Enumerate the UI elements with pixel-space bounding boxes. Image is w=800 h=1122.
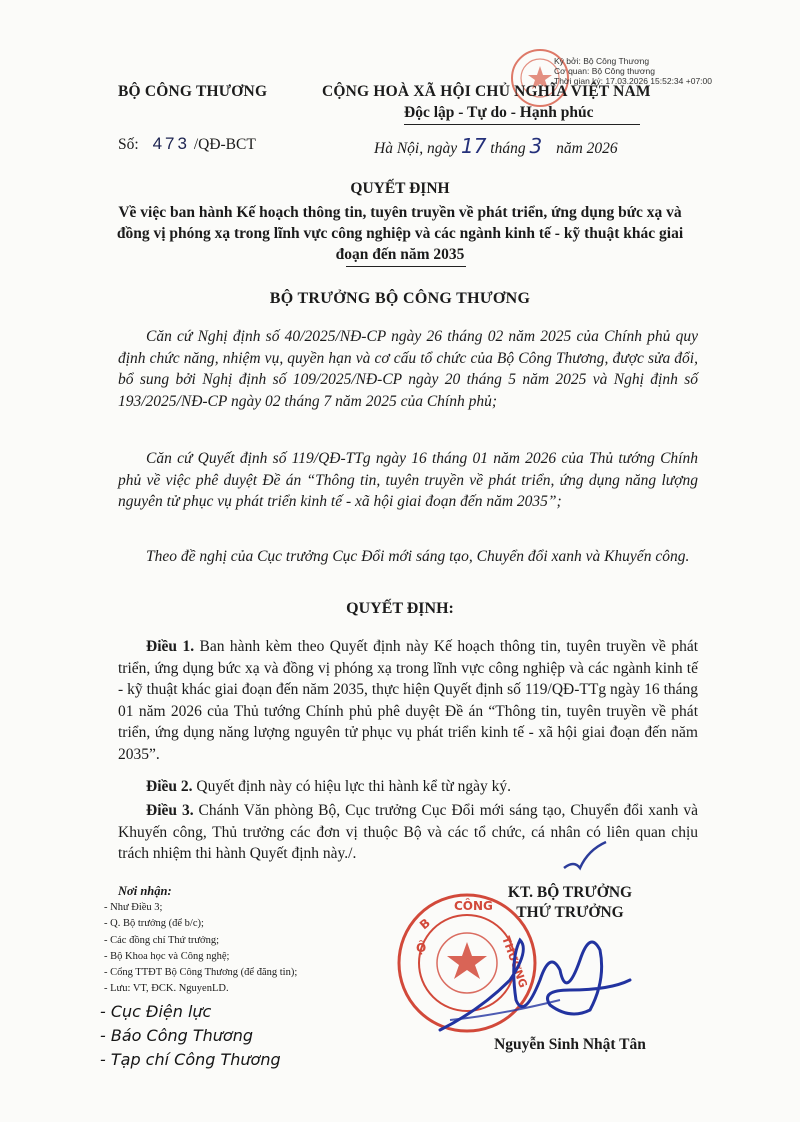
article-1-text: Ban hành kèm theo Quyết định này Kế hoạch thông tin, tuyên truyền về phát triển, ứng dụng bức xạ và đồng vị phóng xạ trong lĩnh vực công nghiệp và các ngành kinh tế - kỹ thuật khác giai đoạn đến năm 2035, thực hiện Quyết định số 119/QĐ-TTg ngày 16 tháng 01 năm 2026 của Thủ tướng Chính phủ phê duyệt Đề án “Thông tin, tuyên truyền về phát triển, ứng dụng năng lượng nguyên tử phục vụ phát triển kinh tế - xã hội giai đoạn đến năm 2035”. [118,638,699,763]
doc-number-prefix: Số: [118,136,139,153]
document-subject: Về việc ban hành Kế hoạch thông tin, tuyên truyền về phát triển, ứng dụng bức xạ và đồng vị phóng xạ trong lĩnh vực công nghiệp và các ngành kinh tế - kỹ thuật khác giai đoạn đến năm 2035 [116,204,684,263]
decision-heading: QUYẾT ĐỊNH: [346,600,454,617]
svg-text:THƯƠNG: THƯƠNG [499,934,530,990]
document-number [118,134,256,154]
preamble-proposal: Theo đề nghị của Cục trưởng Cục Đổi mới sáng tạo, Chuyển đổi xanh và Khuyến công. [146,548,690,565]
article-2 [118,776,698,798]
month-label: tháng [490,140,526,157]
article-2-label: Điều 2. [146,778,193,795]
svg-text:Ộ: Ộ [416,941,427,955]
recipient-item: - Bộ Khoa học và Công nghệ; [104,950,230,962]
place-prefix: Hà Nội, ngày [374,140,458,157]
year-label: năm 2026 [556,140,618,157]
issuer-title: BỘ TRƯỞNG BỘ CÔNG THƯƠNG [269,290,531,307]
doc-number-value: 473 [152,134,190,153]
handwritten-signature-icon [420,920,640,1040]
recipient-item: - Lưu: VT, ĐCK. NguyenLD. [104,983,229,995]
article-3 [118,800,698,865]
document-title: QUYẾT ĐỊNH [350,180,450,197]
article-3-text: Chánh Văn phòng Bộ, Cục trưởng Cục Đổi mới sáng tạo, Chuyển đổi xanh và Khuyến công, Thủ trưởng các đơn vị thuộc Bộ và các tổ chức, cá nhân có liên quan chịu trách nhiệm thi hành Quyết định này./. [118,802,699,862]
recipient-item: - Cổng TTĐT Bộ Công Thương (để đăng tin); [104,967,298,979]
article-1 [118,636,698,765]
digital-signature-signer: Ký bởi: Bộ Công Thương [554,56,650,66]
digital-signature-time: Thời gian ký: 17.03.2026 15:52:34 +07:00 [554,76,712,86]
motto-underline [404,124,640,125]
article-3-label: Điều 3. [146,802,194,819]
recipient-item: - Các đồng chí Thứ trưởng; [104,934,220,946]
agency-name: BỘ CÔNG THƯƠNG [118,83,268,100]
recipients-heading: Nơi nhận: [118,884,172,898]
preamble-decision: Căn cứ Quyết định số 119/QĐ-TTg ngày 16 tháng 01 năm 2026 của Thủ tướng Chính phủ về việc phê duyệt Đề án “Thông tin, tuyên truyền về phát triển, ứng dụng năng lượng nguyên tử phục vụ phát triển kinh tế - xã hội giai đoạn đến năm 2035”; [118,450,698,510]
recipients-list [104,900,297,998]
svg-text:B: B [416,915,433,933]
digital-signature-org: Cơ quan: Bộ Công thương [554,66,655,76]
place-date [374,134,618,158]
preamble-decree: Căn cứ Nghị định số 40/2025/NĐ-CP ngày 26 tháng 02 năm 2025 của Chính phủ quy định chức năng, nhiệm vụ, quyền hạn và cơ cấu tổ chức của Bộ Công Thương, được sửa đổi, bổ sung bởi Nghị định số 109/2025/NĐ-CP ngày 20 tháng 5 năm 2025 và Nghị định số 193/2025/NĐ-CP ngày 02 tháng 7 năm 2025 của Chính phủ; [118,328,698,410]
national-motto: Độc lập - Tự do - Hạnh phúc [404,104,594,121]
doc-number-suffix: /QĐ-BCT [193,136,256,153]
recipient-item: - Như Điều 3; [104,902,163,913]
article-2-text: Quyết định này có hiệu lực thi hành kể từ ngày ký. [192,778,512,795]
date-month: 3 [529,134,543,158]
handwritten-recipient: - Báo Công Thương [100,1026,253,1045]
checkmark-annotation-icon [560,838,610,878]
subject-underline [346,266,466,267]
handwritten-recipient: - Cục Điện lực [100,1002,212,1021]
digital-signature-info [554,56,712,86]
signature-line-2: THỨ TRƯỞNG [516,904,624,921]
recipient-item: - Q. Bộ trưởng (để b/c); [104,918,204,930]
handwritten-recipients [100,1000,281,1072]
signer-name: Nguyễn Sinh Nhật Tân [494,1036,646,1053]
signature-line-1: KT. BỘ TRƯỞNG [507,884,633,901]
article-1-label: Điều 1. [146,638,195,655]
date-day: 17 [460,134,487,158]
handwritten-recipient: - Tạp chí Công Thương [100,1050,281,1069]
svg-text:CÔNG: CÔNG [454,899,493,913]
nation-name: CỘNG HOÀ XÃ HỘI CHỦ NGHĨA VIỆT NAM [322,83,651,100]
